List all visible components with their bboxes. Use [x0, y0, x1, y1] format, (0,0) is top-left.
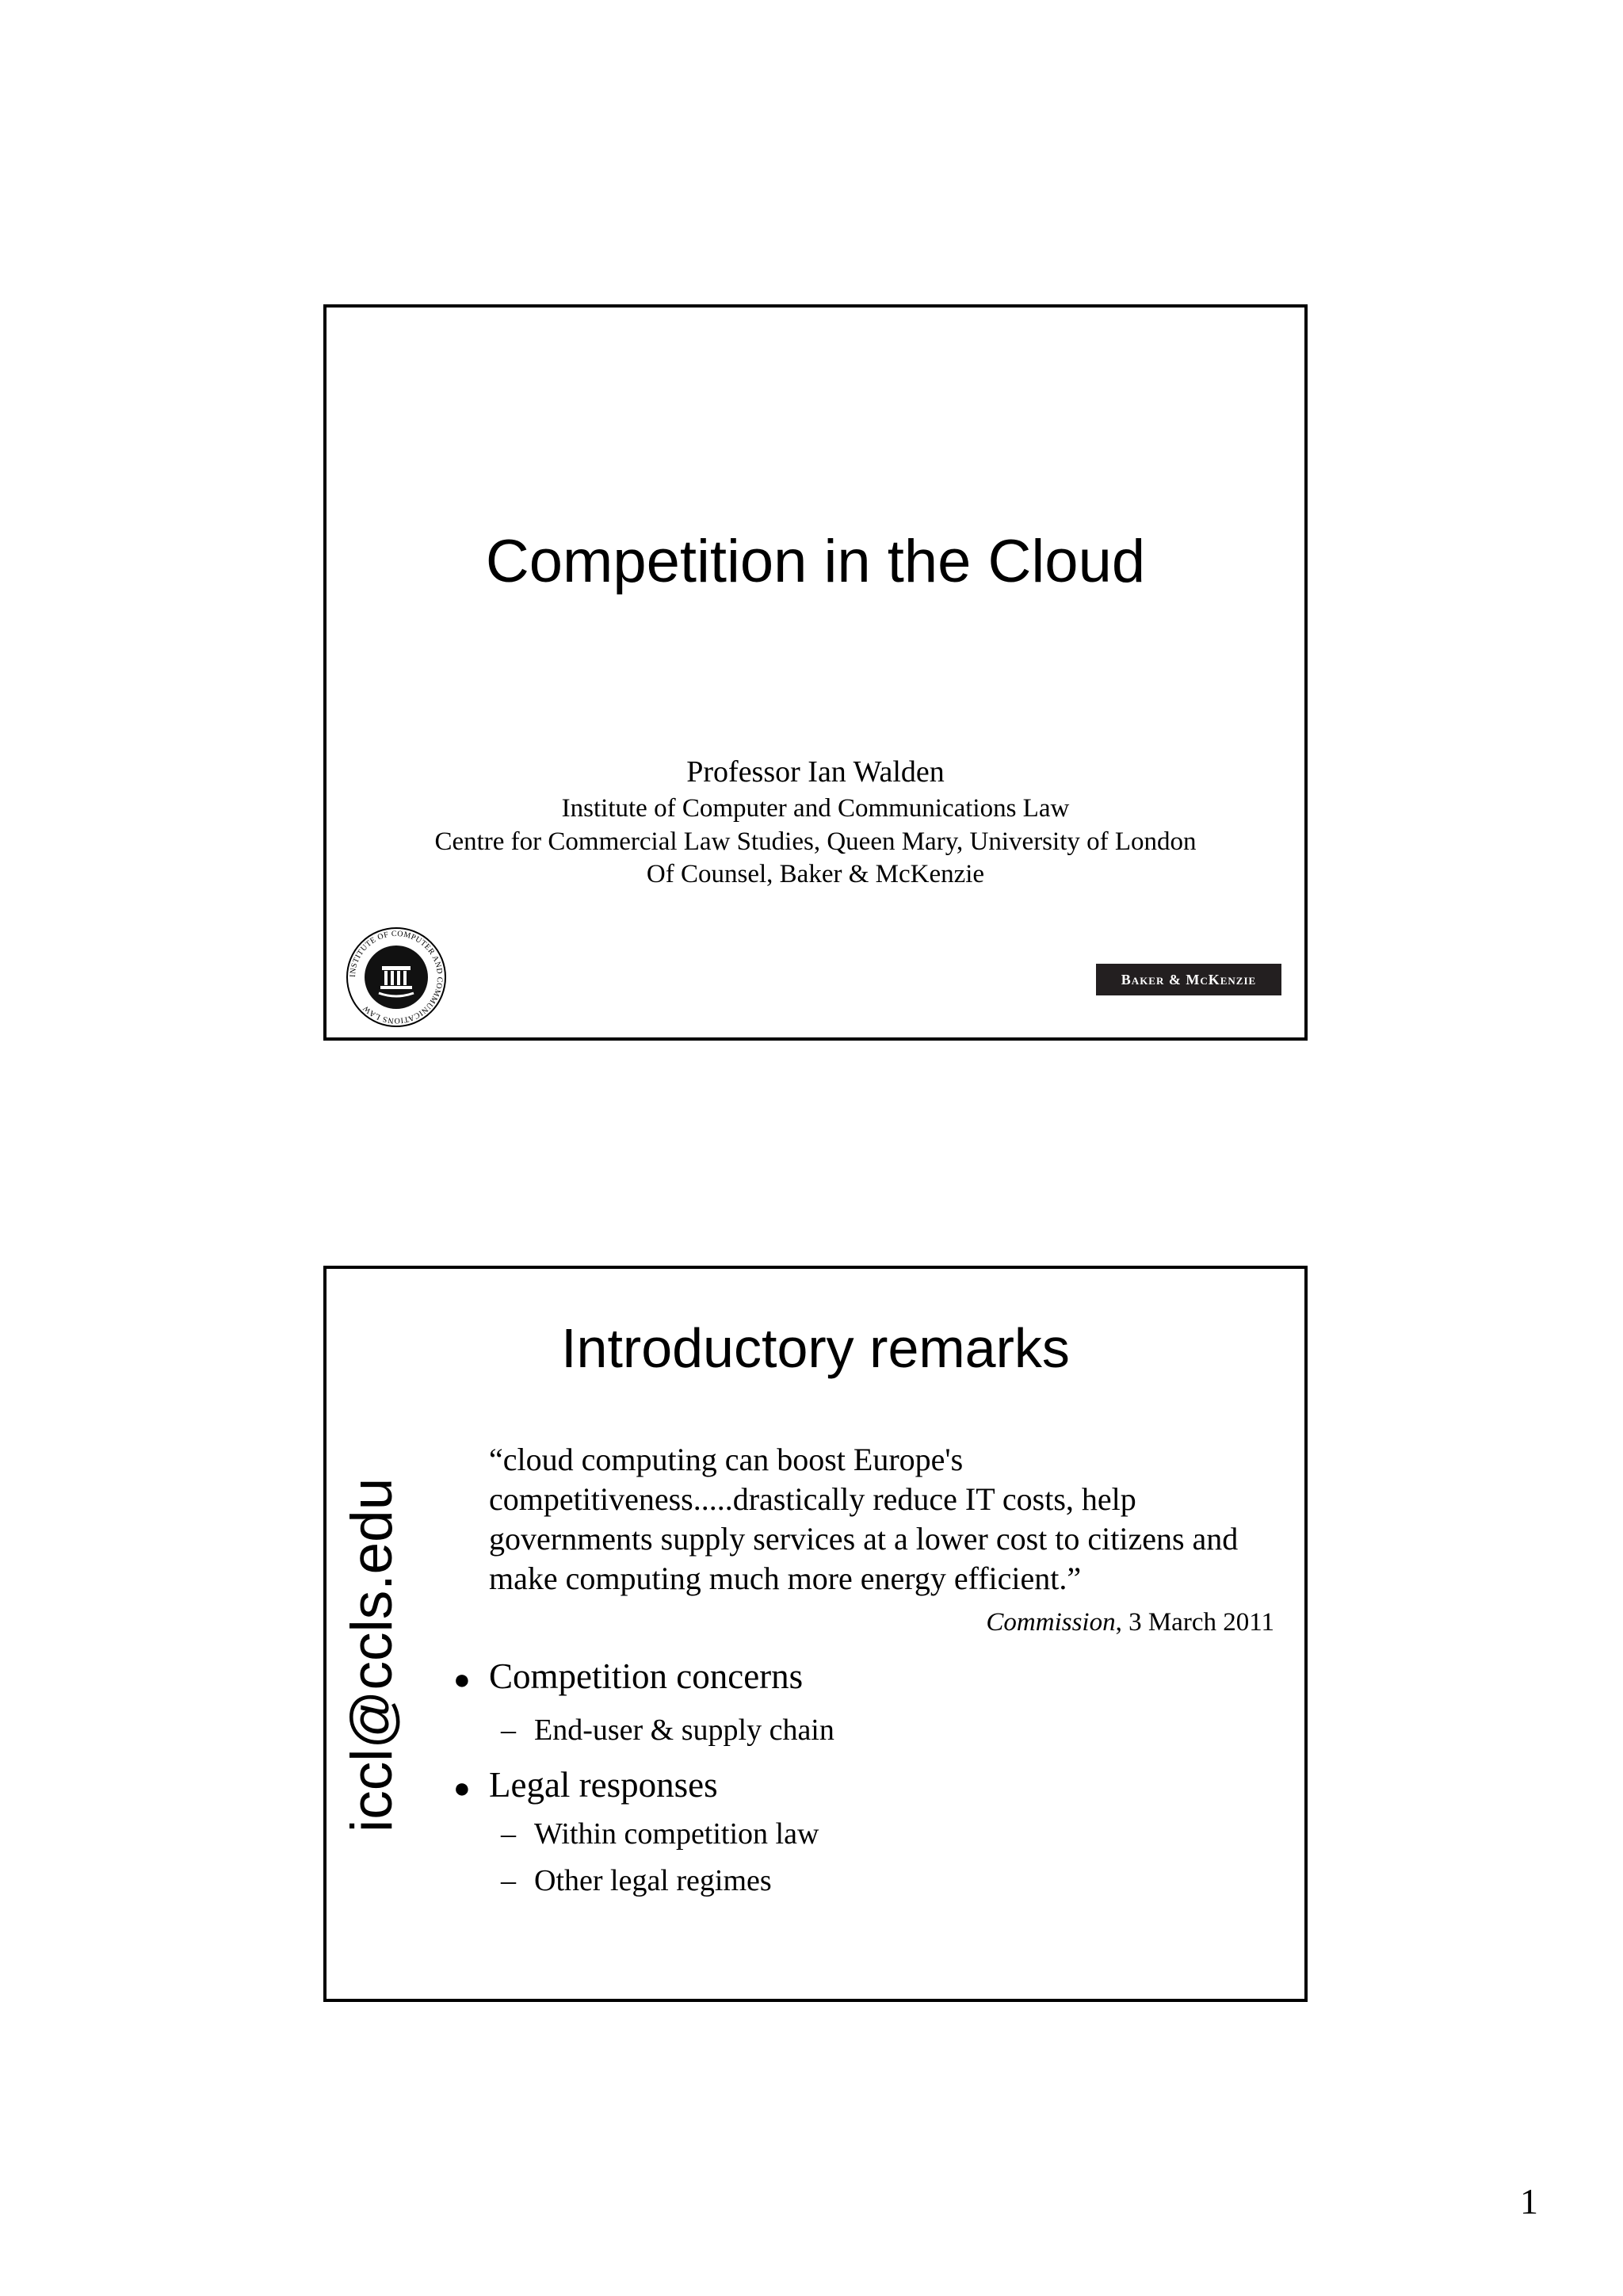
- page-number: 1: [1520, 2181, 1538, 2222]
- slide-intro-heading: Introductory remarks: [561, 1317, 1070, 1379]
- iccl-seal-logo: [346, 926, 447, 1028]
- bullet-dot-icon: ●: [453, 1663, 471, 1695]
- bullet-dot-icon: ●: [453, 1771, 471, 1804]
- slide-intro: [323, 1266, 1308, 2002]
- seal-text: INSTITUTE OF COMPUTER AND COMMUNICATIONS LAW: [348, 929, 445, 1026]
- bullet-label: Competition concerns: [489, 1656, 804, 1696]
- side-email-text: iccl@ccls.edu: [340, 1477, 404, 1832]
- slide-title: [323, 304, 1308, 1041]
- affiliation-3: Of Counsel, Baker & McKenzie: [646, 860, 985, 888]
- sub-bullet-label: Within competition law: [534, 1817, 819, 1851]
- sub-bullet-item: [501, 1714, 834, 1748]
- citation-date: , 3 March 2011: [1115, 1608, 1274, 1637]
- affiliation-1: Institute of Computer and Communications Law: [561, 794, 1070, 823]
- author-name: Professor Ian Walden: [686, 755, 945, 789]
- bullet-item: [453, 1657, 803, 1697]
- dash-icon: –: [501, 1817, 516, 1851]
- sub-bullet-label: Other legal regimes: [534, 1864, 772, 1897]
- baker-mckenzie-logo: Baker & McKenzie: [1096, 964, 1281, 995]
- slide-title-heading: Competition in the Cloud: [485, 528, 1146, 595]
- affiliation-2: Centre for Commercial Law Studies, Queen Mary, University of London: [434, 827, 1197, 856]
- citation-source: Commission: [986, 1608, 1116, 1637]
- sub-bullet-item: [501, 1818, 819, 1851]
- commission-quote: “cloud computing can boost Europe's competitiveness.....drastically reduce IT costs, help governments supply services at a lower cost to citizens and make computing much more energy efficient.”: [489, 1442, 1239, 1596]
- dash-icon: –: [501, 1713, 516, 1747]
- bullet-label: Legal responses: [489, 1765, 718, 1805]
- sub-bullet-label: End-user & supply chain: [534, 1713, 834, 1747]
- quote-citation: [986, 1608, 1274, 1637]
- bullet-item: [453, 1766, 718, 1805]
- dash-icon: –: [501, 1864, 516, 1897]
- sub-bullet-item: [501, 1865, 772, 1898]
